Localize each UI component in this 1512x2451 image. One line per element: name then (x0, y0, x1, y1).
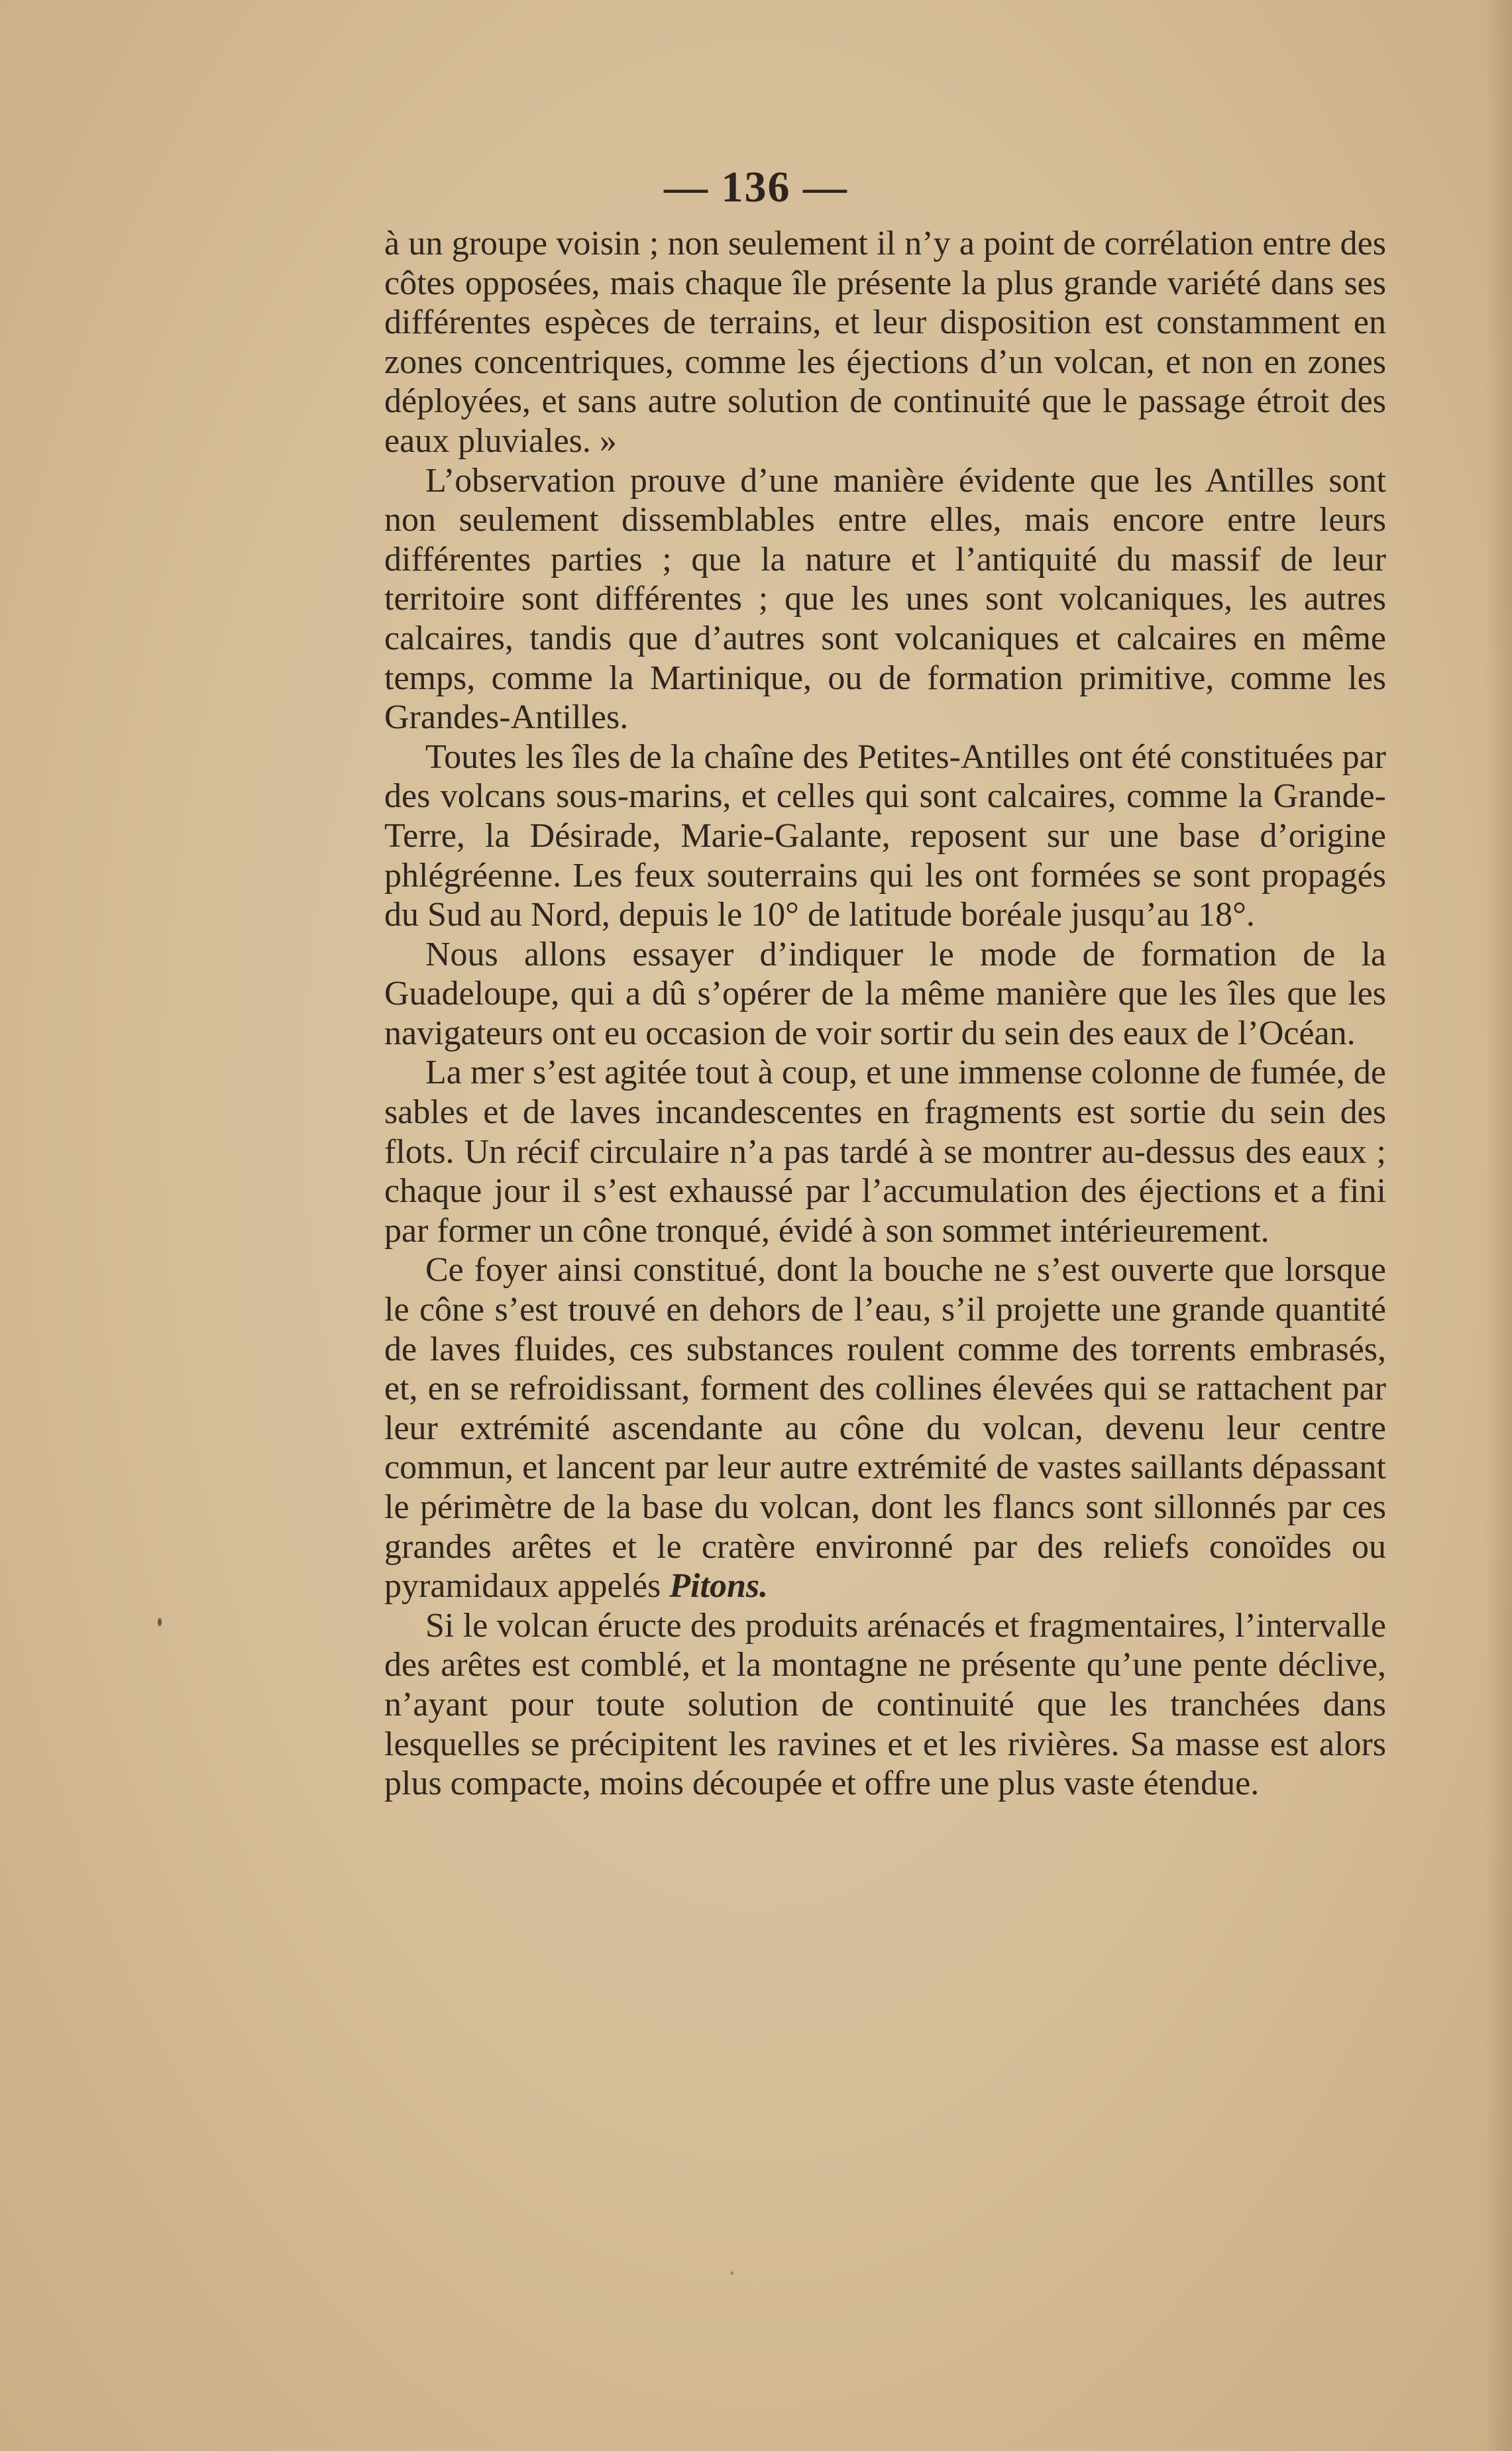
paragraph-6-text: Ce foyer ainsi constitué, dont la bouche ne s’est ouverte que lorsque le cône s’est trouvé en dehors de l’eau, s’il projette une grande quantité de laves fluides, ces substances roulent comme des torrents embrasés, et, en se refroidissant, forment des collines élevées qui se rattachent par leur extrémité ascendante au cône du volcan, devenu leur centre commun, et lancent par leur autre extrémité de vastes saillants dépassant le périmètre de la base du volcan, dont les flancs sont sillonnés par ces grandes arêtes et le cratère environné par des reliefs conoïdes ou pyramidaux appelés (384, 1251, 1386, 1606)
page-edge-shadow (1485, 0, 1512, 2451)
paragraph-1: à un groupe voisin ; non seulement il n’y a point de corrélation entre des côtes opposées, mais chaque île présente la plus grande variété dans ses différentes espèces de terrains, et leur disposition est constamment en zones concentriques, comme les éjections d’un volcan, et non en zones déployées, et sans autre solution de continuité que le passage étroit des eaux pluviales. » (384, 225, 1386, 460)
page-number: — 136 — (664, 163, 848, 211)
paragraph-6 (384, 1250, 1386, 1606)
paragraph-3: Toutes les îles de la chaîne des Petites-Antilles ont été constituées par des volcans sous-marins, et celles qui sont calcaires, comme la Grande-Terre, la Désirade, Marie-Galante, reposent sur une base d’origine phlégréenne. Les feux souterrains qui les ont formées se sont propagés du Sud au Nord, depuis le 10° de latitude boréale jusqu’au 18°. (384, 737, 1386, 934)
paper-speck (730, 2271, 733, 2275)
paragraph-4: Nous allons essayer d’indiquer le mode de formation de la Guadeloupe, qui a dû s’opérer de la même manière que les îles que les navigateurs ont eu occasion de voir sortir du sein des eaux de l’Océan. (384, 935, 1386, 1052)
paper-speck (158, 1618, 162, 1626)
paragraph-7: Si le volcan éructe des produits arénacés et fragmentaires, l’intervalle des arêtes est comblé, et la montagne ne présente qu’une pente déclive, n’ayant pour toute solution de continuité que les tranchées dans lesquelles se précipitent les ravines et et les rivières. Sa masse est alors plus compacte, moins découpée et offre une plus vaste étendue. (384, 1606, 1386, 1803)
pitons-term: Pitons. (669, 1567, 769, 1606)
paragraph-2: L’observation prouve d’une manière évidente que les Antilles sont non seulement dissemblables entre elles, mais encore entre leurs différentes parties ; que la nature et l’antiquité du massif de leur territoire sont différentes ; que les unes sont volcaniques, les autres calcaires, tandis que d’autres sont volcaniques et calcaires en même temps, comme la Martinique, ou de formation primitive, comme les Grandes-Antilles. (384, 461, 1386, 737)
body-text (384, 224, 1386, 1804)
paragraph-5: La mer s’est agitée tout à coup, et une immense colonne de fumée, de sables et de laves incandescentes en fragments est sortie du sein des flots. Un récif circulaire n’a pas tardé à se montrer au-dessus des eaux ; chaque jour il s’est exhaussé par l’accumulation des éjections et a fini par former un cône tronqué, évidé à son sommet intérieurement. (384, 1054, 1386, 1250)
